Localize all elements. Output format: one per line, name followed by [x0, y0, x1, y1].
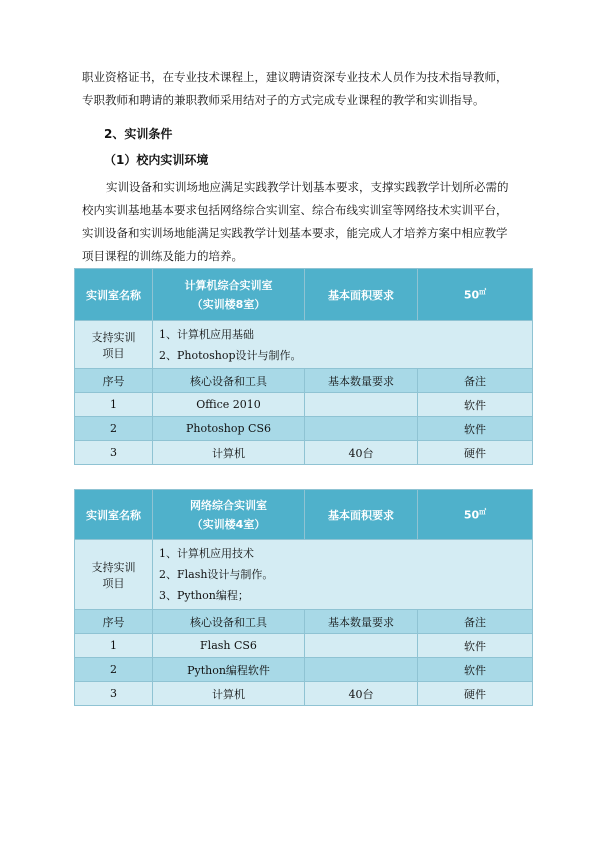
table-row	[75, 441, 533, 465]
area-label: 基本面积要求	[305, 490, 418, 540]
col-header-qty: 基本数量要求	[305, 610, 418, 634]
row-qty: 40台	[305, 682, 418, 706]
row-no: 2	[75, 658, 153, 682]
row-tool: Python编程软件	[153, 658, 305, 682]
row-no: 3	[75, 682, 153, 706]
row-no: 3	[75, 441, 153, 465]
support-item: 2、Flash设计与制作。	[159, 568, 274, 581]
col-header-tool: 核心设备和工具	[153, 610, 305, 634]
row-qty	[305, 417, 418, 441]
room-name: 网络综合实训室	[190, 498, 267, 512]
room-name: 计算机综合实训室	[184, 278, 273, 292]
row-qty	[305, 634, 418, 658]
room-name-label: 实训室名称	[75, 269, 153, 321]
section-heading: 2、实训条件	[104, 127, 173, 141]
intro-line: 专职教师和聘请的兼职教师采用结对子的方式完成专业课程的教学和实训指导。	[82, 93, 485, 107]
support-items-cell	[153, 540, 533, 610]
row-qty	[305, 658, 418, 682]
row-note: 软件	[418, 634, 533, 658]
support-item: 2、Photoshop设计与制作。	[159, 348, 302, 362]
lab-table-network	[74, 489, 533, 706]
support-item: 1、计算机应用技术	[159, 547, 254, 560]
support-item: 1、计算机应用基础	[159, 327, 254, 341]
table-row	[75, 682, 533, 706]
col-header-note: 备注	[418, 610, 533, 634]
row-tool: 计算机	[153, 441, 305, 465]
area-value: 50	[463, 288, 480, 302]
table-row	[75, 393, 533, 417]
support-label: 支持实训	[91, 560, 136, 574]
support-label-cell	[75, 321, 153, 369]
support-item: 3、Python编程；	[159, 589, 249, 602]
intro-line: 职业资格证书，在专业技术课程上，建议聘请资深专业技术人员作为技术指导教师，	[82, 70, 508, 84]
row-note: 硬件	[418, 441, 533, 465]
room-name-cell	[153, 490, 305, 540]
room-location: （实训楼4室）	[191, 517, 266, 531]
row-note: 软件	[418, 393, 533, 417]
row-note: 软件	[418, 658, 533, 682]
col-header-tool: 核心设备和工具	[153, 369, 305, 393]
body-line: 实训设备和实训场地能满足实践教学计划基本要求，能完成人才培养方案中相应教学	[82, 226, 508, 240]
area-label: 基本面积要求	[305, 269, 418, 321]
support-label: 支持实训	[91, 330, 136, 344]
subsection-heading: （1）校内实训环境	[104, 153, 209, 167]
room-location: （实训楼8室）	[191, 297, 266, 311]
body-line: 项目课程的训练及能力的培养。	[82, 249, 243, 263]
body-paragraph	[82, 176, 542, 268]
support-items-cell	[153, 321, 533, 369]
room-name-label: 实训室名称	[75, 490, 153, 540]
row-tool: Office 2010	[153, 393, 305, 417]
intro-paragraph	[82, 66, 542, 112]
row-note: 软件	[418, 417, 533, 441]
support-label: 项目	[102, 576, 125, 590]
row-note: 硬件	[418, 682, 533, 706]
body-line: 实训设备和实训场地应满足实践教学计划基本要求，支撑实践教学计划所必需的	[106, 180, 509, 194]
table-row	[75, 417, 533, 441]
col-header-note: 备注	[418, 369, 533, 393]
row-qty	[305, 393, 418, 417]
support-label: 项目	[102, 346, 125, 360]
row-no: 2	[75, 417, 153, 441]
area-value: 50	[463, 508, 480, 522]
body-line: 校内实训基地基本要求包括网络综合实训室、综合布线实训室等网络技术实训平台，	[82, 203, 508, 217]
area-unit: ㎡	[479, 508, 487, 517]
area-cell	[418, 269, 533, 321]
room-name-cell	[153, 269, 305, 321]
row-no: 1	[75, 393, 153, 417]
row-tool: 计算机	[153, 682, 305, 706]
table-row	[75, 634, 533, 658]
row-no: 1	[75, 634, 153, 658]
area-unit: ㎡	[479, 288, 487, 297]
table-row	[75, 658, 533, 682]
row-qty: 40台	[305, 441, 418, 465]
lab-table-computer	[74, 268, 533, 465]
row-tool: Photoshop CS6	[153, 417, 305, 441]
row-tool: Flash CS6	[153, 634, 305, 658]
support-label-cell	[75, 540, 153, 610]
col-header-no: 序号	[75, 610, 153, 634]
col-header-qty: 基本数量要求	[305, 369, 418, 393]
col-header-no: 序号	[75, 369, 153, 393]
area-cell	[418, 490, 533, 540]
